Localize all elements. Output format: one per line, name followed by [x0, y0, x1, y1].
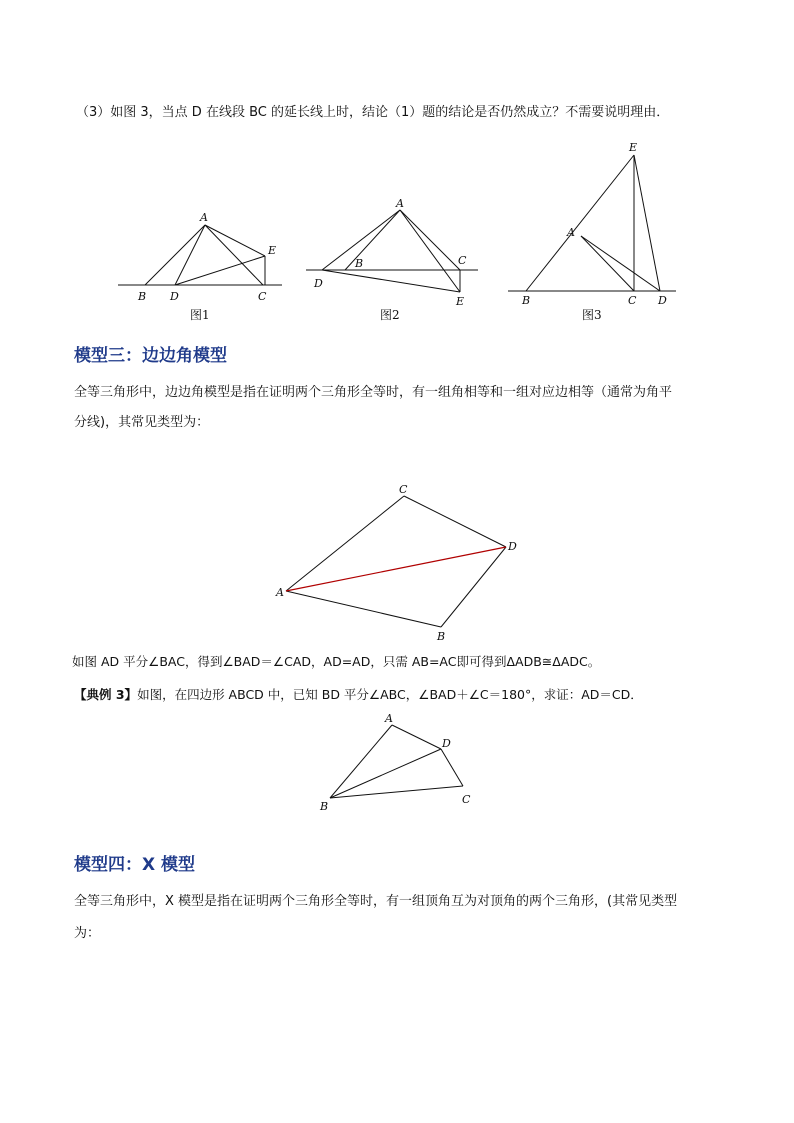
section-3-para-line-1: 全等三角形中，边边角模型是指在证明两个三角形全等时，有一组角相等和一组对应边相等（通常为角平: [74, 385, 673, 400]
fig5-label-b: B: [320, 800, 329, 813]
fig3-label-b: B: [522, 294, 531, 307]
fig1-caption: 图1: [190, 308, 210, 322]
fig3-caption: 图3: [582, 308, 602, 322]
section-3-para-line-2: 分线)，其常见类型为：: [74, 415, 210, 430]
fig1-label-a: A: [200, 211, 208, 224]
fig2-label-e: E: [456, 295, 465, 308]
fig2-label-d: D: [314, 277, 323, 290]
fig5-label-d: D: [442, 737, 451, 750]
section-4-para-line-1: 全等三角形中，X 模型是指在证明两个三角形全等时，有一组顶角互为对顶角的两个三角形，(其常见类型: [74, 894, 678, 909]
example-3-tag: 【典例 3】: [74, 687, 138, 702]
fig1-label-c: C: [258, 290, 267, 303]
fig4-note: 如图 AD 平分∠BAC，得到∠BAD＝∠CAD，AD=AD，只需 AB=AC即可得到ΔADB≅ΔADC。: [72, 654, 601, 669]
question-3-text: （3）如图 3，当点 D 在线段 BC 的延长线上时，结论（1）题的结论是否仍然成立？不需要说明理由．: [76, 105, 670, 120]
fig2-label-a: A: [396, 197, 404, 210]
fig2-label-b: B: [355, 257, 364, 270]
fig4-label-c: C: [399, 483, 408, 496]
fig1-label-b: B: [138, 290, 147, 303]
section-4-title: 模型四：X 模型: [74, 855, 196, 875]
section-4-para-line-2: 为：: [74, 926, 101, 941]
fig3-label-e: E: [629, 141, 638, 154]
example-3-text: 如图，在四边形 ABCD 中，已知 BD 平分∠ABC，∠BAD＋∠C＝180°，求证：AD＝CD．: [137, 687, 643, 702]
section-3-title: 模型三：边边角模型: [74, 346, 227, 366]
fig4-label-b: B: [437, 630, 446, 643]
fig1-label-d: D: [170, 290, 179, 303]
fig5-label-a: A: [385, 712, 393, 725]
fig4-label-d: D: [508, 540, 517, 553]
fig5-label-c: C: [462, 793, 471, 806]
fig4-label-a: A: [276, 586, 284, 599]
fig1-label-e: E: [268, 244, 277, 257]
fig2-caption: 图2: [380, 308, 400, 322]
fig2-label-c: C: [458, 254, 467, 267]
fig3-label-a: A: [567, 226, 575, 239]
fig3-label-c: C: [628, 294, 637, 307]
fig3-label-d: D: [658, 294, 667, 307]
